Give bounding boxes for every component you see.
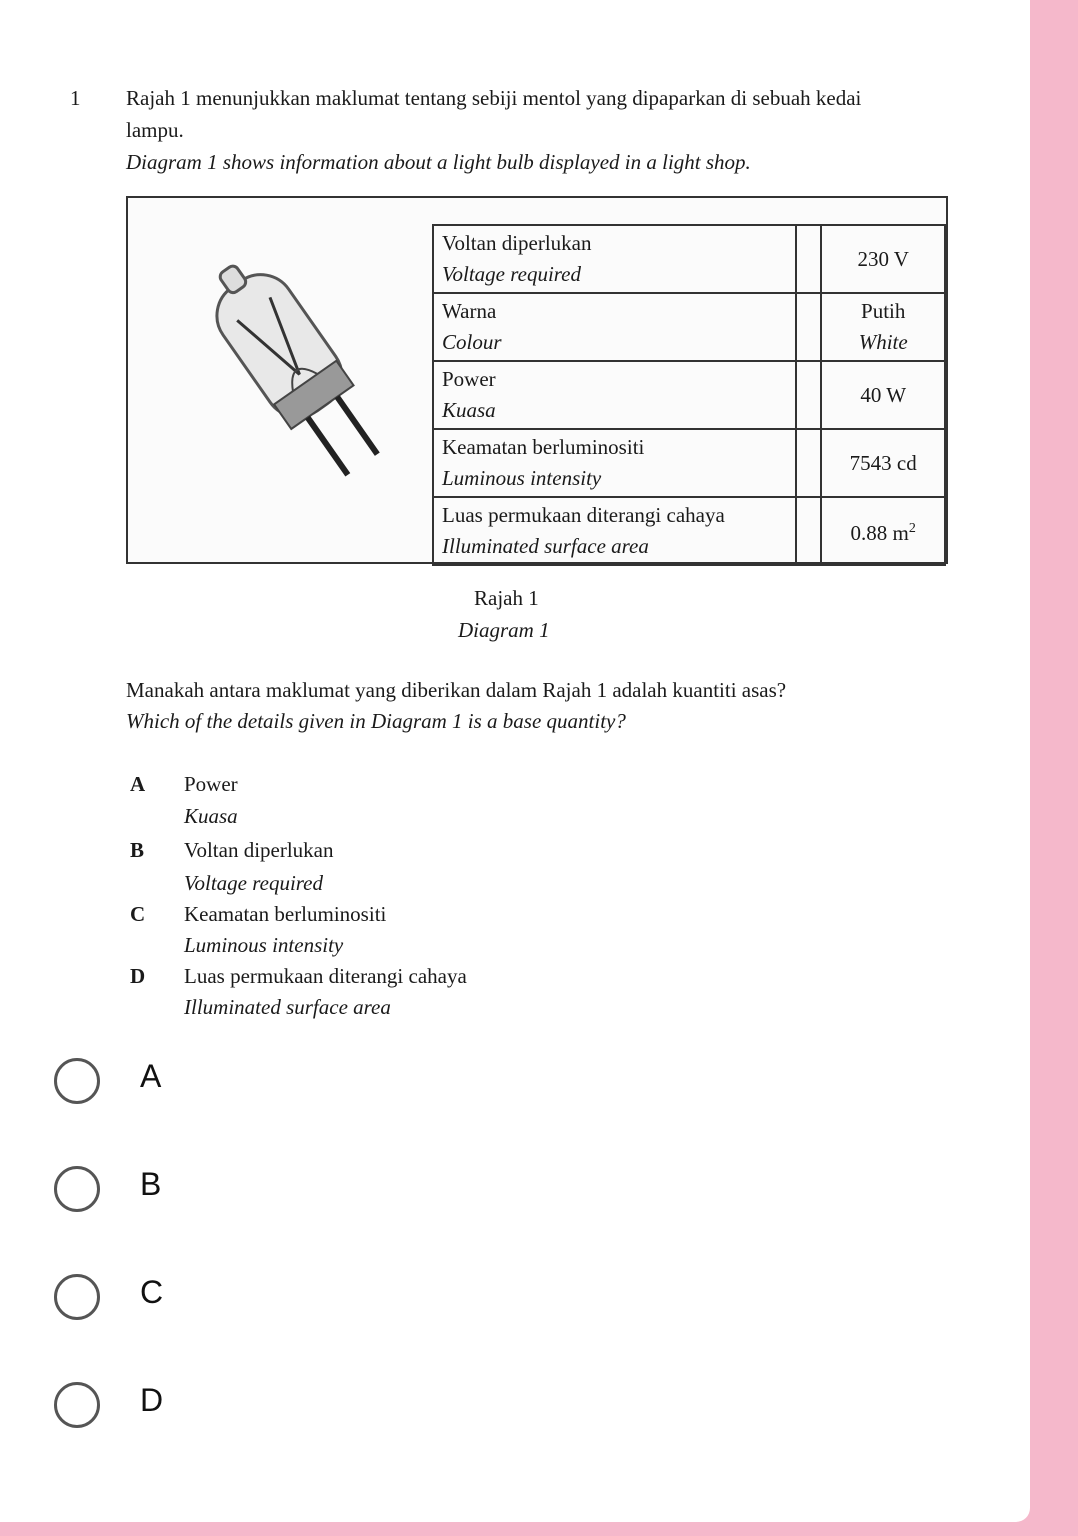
table-row bbox=[433, 497, 945, 565]
row-label bbox=[433, 361, 796, 429]
row-gap bbox=[796, 497, 822, 565]
question-text-en: Diagram 1 shows information about a light bulb displayed in a light shop. bbox=[126, 150, 751, 174]
label-ms: Keamatan berluminositi bbox=[442, 435, 645, 459]
radio-icon[interactable] bbox=[54, 1166, 100, 1212]
option-b-en: Voltage required bbox=[184, 871, 324, 895]
option-letter-b: B bbox=[130, 838, 145, 862]
row-gap bbox=[796, 429, 822, 497]
option-a-en: Kuasa bbox=[184, 804, 238, 828]
option-d-en: Illuminated surface area bbox=[184, 995, 391, 1019]
radio-icon[interactable] bbox=[54, 1382, 100, 1428]
choice-b[interactable] bbox=[54, 1162, 574, 1222]
question-number: 1 bbox=[70, 86, 81, 110]
table-row bbox=[433, 361, 945, 429]
option-c-ms: Keamatan berluminositi bbox=[184, 902, 387, 926]
label-ms: Voltan diperlukan bbox=[442, 231, 592, 255]
bulb-info-table bbox=[432, 224, 946, 566]
diagram-caption-ms: Rajah 1 bbox=[474, 586, 539, 610]
choice-label: C bbox=[140, 1274, 164, 1310]
diagram-1 bbox=[126, 196, 948, 564]
value-text: 0.88 m bbox=[850, 521, 909, 545]
choice-label: B bbox=[140, 1166, 162, 1202]
table-row bbox=[433, 225, 945, 293]
choice-a[interactable] bbox=[54, 1054, 574, 1114]
option-c-en: Luminous intensity bbox=[184, 933, 344, 957]
prompt-ms: Manakah antara maklumat yang diberikan dalam Rajah 1 adalah kuantiti asas? bbox=[126, 678, 787, 702]
label-en: Illuminated surface area bbox=[442, 534, 649, 558]
label-ms: Power bbox=[442, 367, 496, 391]
label-ms: Luas permukaan diterangi cahaya bbox=[442, 503, 725, 527]
diagram-caption-en: Diagram 1 bbox=[458, 618, 550, 642]
row-value bbox=[821, 497, 945, 565]
table-row bbox=[433, 429, 945, 497]
choice-c[interactable] bbox=[54, 1270, 574, 1330]
choice-label: D bbox=[140, 1382, 164, 1418]
row-value: 7543 cd bbox=[821, 429, 945, 497]
question-text-ms-line1: Rajah 1 menunjukkan maklumat tentang sebiji mentol yang dipaparkan di sebuah kedai bbox=[126, 86, 862, 110]
option-letter-a: A bbox=[130, 772, 146, 796]
choice-label: A bbox=[140, 1058, 162, 1094]
question-text-ms-line2: lampu. bbox=[126, 118, 184, 142]
row-value: 230 V bbox=[821, 225, 945, 293]
light-bulb-icon bbox=[138, 238, 418, 488]
row-gap bbox=[796, 361, 822, 429]
radio-icon[interactable] bbox=[54, 1274, 100, 1320]
radio-icon[interactable] bbox=[54, 1058, 100, 1104]
row-value: 40 W bbox=[821, 361, 945, 429]
value-ms: Putih bbox=[861, 299, 906, 323]
row-label bbox=[433, 293, 796, 361]
row-value bbox=[821, 293, 945, 361]
row-label bbox=[433, 225, 796, 293]
option-d-ms: Luas permukaan diterangi cahaya bbox=[184, 964, 467, 988]
value-en: White bbox=[858, 330, 908, 354]
label-en: Luminous intensity bbox=[442, 466, 602, 490]
value-superscript: 2 bbox=[908, 521, 916, 536]
option-a-ms: Power bbox=[184, 772, 238, 796]
prompt-en: Which of the details given in Diagram 1 is a base quantity? bbox=[126, 709, 626, 733]
label-en: Colour bbox=[442, 330, 502, 354]
label-ms: Warna bbox=[442, 299, 497, 323]
choice-d[interactable] bbox=[54, 1378, 574, 1438]
row-label bbox=[433, 497, 796, 565]
option-b-ms: Voltan diperlukan bbox=[184, 838, 334, 862]
row-gap bbox=[796, 225, 822, 293]
label-en: Kuasa bbox=[442, 398, 496, 422]
row-label bbox=[433, 429, 796, 497]
option-letter-c: C bbox=[130, 902, 146, 926]
label-en: Voltage required bbox=[442, 262, 582, 286]
row-gap bbox=[796, 293, 822, 361]
table-row bbox=[433, 293, 945, 361]
option-letter-d: D bbox=[130, 964, 146, 988]
